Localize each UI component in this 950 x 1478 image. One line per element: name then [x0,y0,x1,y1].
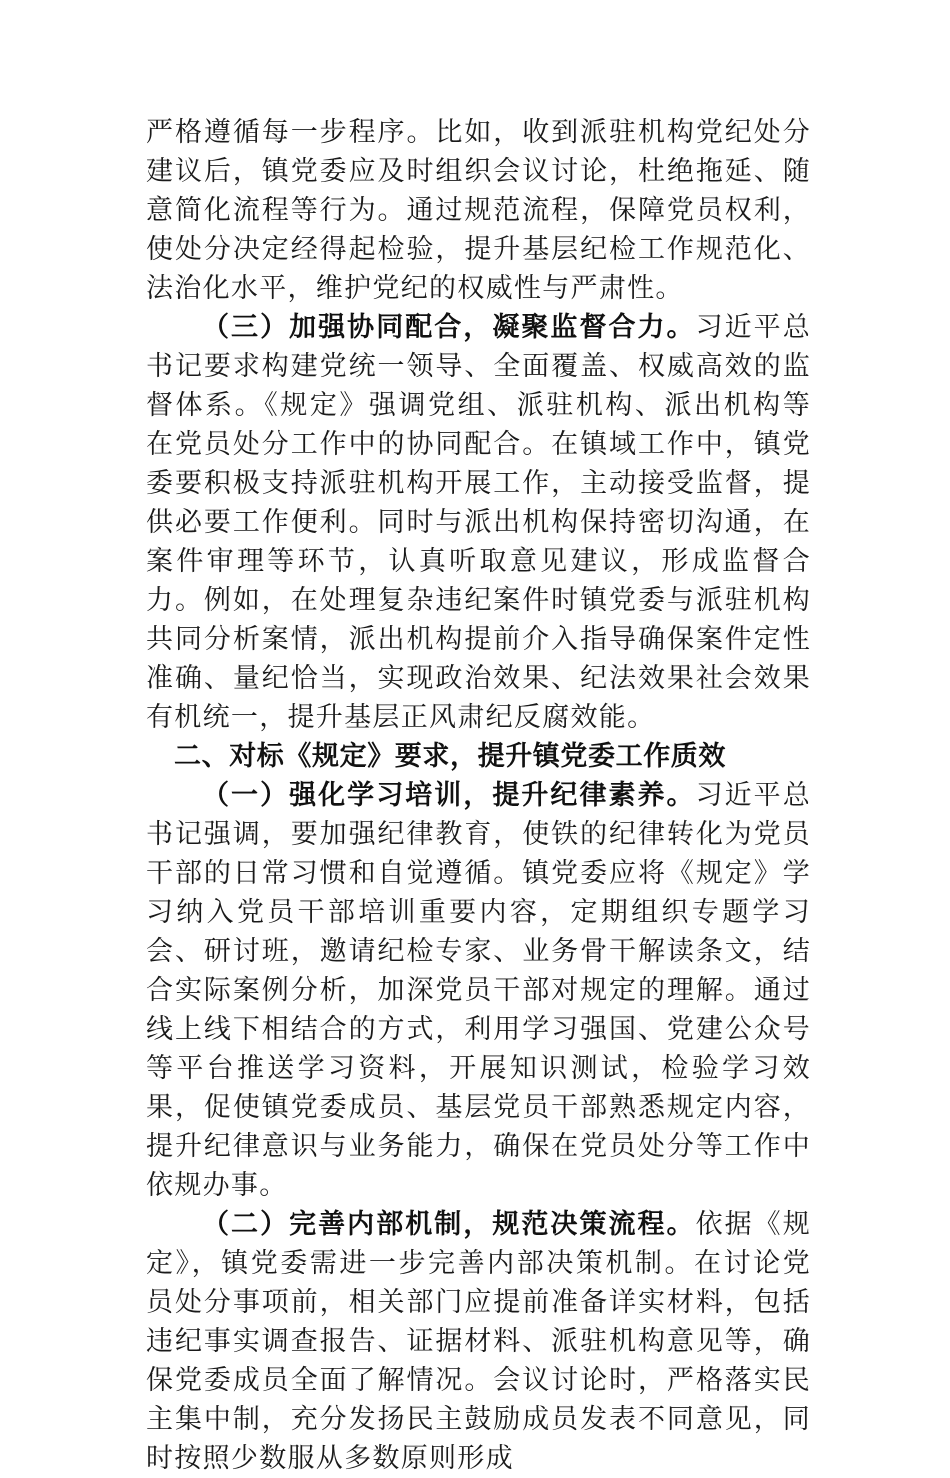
paragraph-text: 习近平总书记要求构建党统一领导、全面覆盖、权威高效的监督体系。《规定》强调党组、派驻机构、派出机构等在党员处分工作中的协同配合。在镇域工作中，镇党委要积极支持派驻机构开展工作，主动接受监督，提供必要工作便利。同时与派出机构保持密切沟通，在案件审理等环节，认真听取意见建议，形成监督合力。例如，在处理复杂违纪案件时镇党委与派驻机构共同分析案情，派出机构提前介入指导确保案件定性准确、量纪恰当，实现政治效果、纪法效果社会效果有机统一，提升基层正风肃纪反腐效能。 [146,312,811,733]
paragraph-text: 严格遵循每一步程序。比如，收到派驻机构党纪处分建议后，镇党委应及时组织会议讨论，杜绝拖延、随意简化流程等行为。通过规范流程，保障党员权利，使处分决定经得起检验，提升基层纪检工作规范化、法治化水平，维护党纪的权威性与严肃性。 [146,117,811,304]
section-heading: 二、对标《规定》要求，提升镇党委工作质效 [174,741,726,772]
paragraph-lead: （三）加强协同配合，凝聚监督合力。 [202,312,696,343]
paragraph-continued [146,113,811,308]
paragraph-lead: （一）强化学习培训，提升纪律素养。 [202,780,696,811]
paragraph-text: 习近平总书记强调，要加强纪律教育，使铁的纪律转化为党员干部的日常习惯和自觉遵循。镇党委应将《规定》学习纳入党员干部培训重要内容，定期组织专题学习会、研讨班，邀请纪检专家、业务骨干解读条文，结合实际案例分析，加深党员干部对规定的理解。通过线上线下相结合的方式，利用学习强国、党建公众号等平台推送学习资料，开展知识测试，检验学习效果，促使镇党委成员、基层党员干部熟悉规定内容，提升纪律意识与业务能力，确保在党员处分等工作中依规办事。 [146,780,811,1201]
document-body [146,113,811,1478]
paragraph-coordination [146,308,811,737]
paragraph-mechanism [146,1205,811,1478]
paragraph-text: 依据《规定》，镇党委需进一步完善内部决策机制。在讨论党员处分事项前，相关部门应提前准备详实材料，包括违纪事实调查报告、证据材料、派驻机构意见等，确保党委成员全面了解情况。会议讨论时，严格落实民主集中制，充分发扬民主鼓励成员发表不同意见，同时按照少数服从多数原则形成 [146,1209,811,1474]
paragraph-training [146,776,811,1205]
paragraph-lead: （二）完善内部机制，规范决策流程。 [202,1209,696,1240]
